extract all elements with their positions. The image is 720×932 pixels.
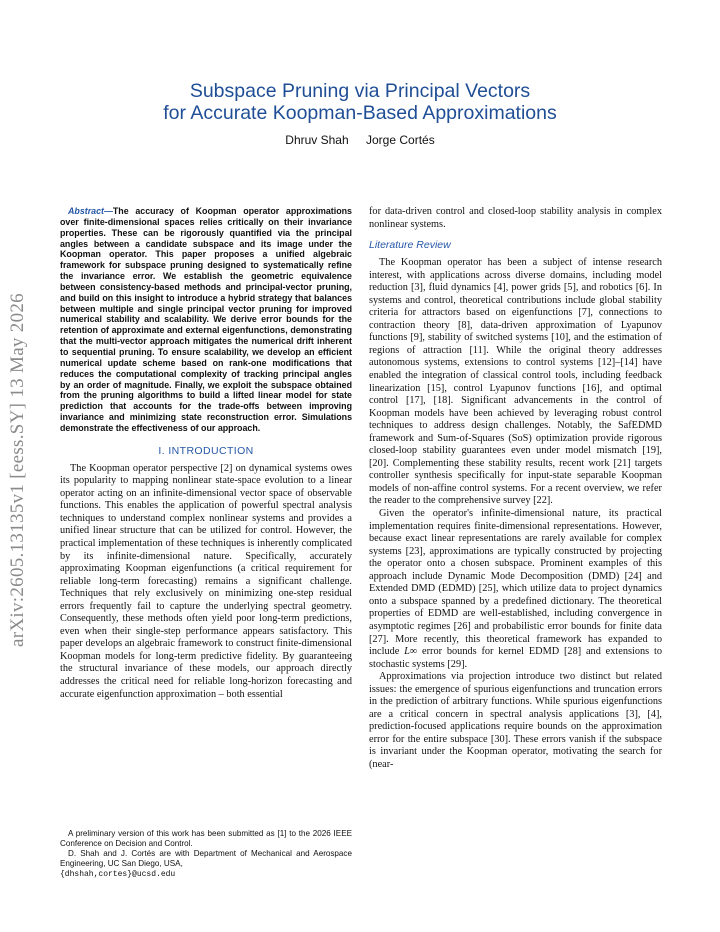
author-1: Dhruv Shah [285,133,349,147]
intro-paragraph-1: The Koopman operator perspective [2] on dynamical systems owes its popularity to mapping nonlinear state-space evolution to a linear operator acting on an infinite-dimensional vector space of observable functions. This enables the application of powerful spectral analysis techniques to understand complex nonlinear systems and provides a unified linear structure that can be utilized for control. However, the practical implementation of these techniques is inherently complicated by its infinite-dimensional nature. Specifically, accurately approximating Koopman eigenfunctions (a critical requirement for reliable long-term forecasting) remains a significant challenge. Techniques that rely exclusively on minimizing one-step residual errors frequently fail to capture the underlying spectral geometry. Consequently, these methods often yield poor long-term predictions, even when their single-step performance appears satisfactory. This paper develops an algebraic framework to construct finite-dimensional Koopman models for long-term predictive fidelity. By guaranteeing the structural invariance of these models, our approach directly addresses the critical need for reliable long-horizon forecasting and accurate eigenfunction approximation – both essential [60,462,352,700]
author-list [60,133,660,147]
abstract-label: Abstract— [68,206,113,216]
title-line-1: Subspace Pruning via Principal Vectors [189,80,531,102]
literature-paragraph-3: Approximations via projection introduce two distinct but related issues: the emergence of spurious eigenfunctions and truncation errors in the prediction of arbitrary functions. While spurious eigenfunctions are a critical concern in spectral analysis applications [3], [4], prediction-focused applications require bounds on the approximation error for the entire subspace [30]. These errors vanish if the subspace is invariant under the Koopman operator, motivating the search for (near- [369,671,662,770]
author-2: Jorge Cortés [366,133,435,147]
intro-paragraph-continued: for data-driven control and closed-loop stability analysis in complex nonlinear systems. [369,206,662,230]
footnotes [60,829,352,880]
math-l-infinity: L∞ [404,646,418,658]
arxiv-identifier [6,250,30,690]
subsection-heading-literature-review: Literature Review [369,239,451,252]
literature-paragraph-2-text-b: error bounds for kernel EDMD [28] and extensions to stochastic systems [29]. [369,646,662,670]
literature-paragraph-1: The Koopman operator has been a subject of intense research interest, with applications across diverse domains, including model reduction [3], fluid dynamics [4], power grids [5], and robotics [6]. In systems and control, theoretical contributions include global stability criteria for attractors based on eigenfunctions [7], connections to contraction theory [8], data-driven approximation of Lyapunov functions [9], stability of switched systems [10], and the estimation of regions of attraction [11]. While the original theory addresses autonomous systems, extensions to control systems [12]–[14] have enabled the integration of classical control tools, including feedback linearization [15], control Lyapunov functions [16], and optimal control [17], [18]. Significant advancements in the control of Koopman models have been achieved by leveraging robust control techniques to address design challenges. Notably, the SafEDMD framework and Sum-of-Squares (SoS) optimization provide rigorous closed-loop stability guarantees even under model mismatch [19], [20]. Complementing these stability results, recent work [21] targets controller synthesis specifically for input-state separable Koopman models of non-affine control systems. For a recent overview, we refer the reader to the comprehensive survey [22]. [369,257,662,507]
footnote-email: {dhshah,cortes}@ucsd.edu [60,870,176,879]
left-column [60,206,352,701]
abstract-text: The accuracy of Koopman operator approximations over finite-dimensional spaces relies critically on their invariance properties. These can be rigorously quantified via the principal angles between a candidate subspace and its image under the Koopman operator. This paper proposes a unified algebraic framework for subspace pruning designed to systematically refine the invariance error. We establish the geometric equivalence between consistency-based methods and principal-vector pruning, and build on this insight to introduce a hybrid strategy that balances between multiple and single principal vector pruning for improved numerical stability and scalability. We derive error bounds for the retention of approximate and external eigenfunctions, demonstrating that the multi-vector approach mitigates the numerical drift inherent to sequential pruning. To ensure scalability, we develop an efficient numerical update scheme based on rank-one modifications that reduces the computational complexity of tracking principal angles by an order of magnitude. Finally, we exploit the subspace obtained from the pruning algorithms to build a lifted linear model for state prediction that accounts for the trade-offs between improving invariance and minimizing state reconstruction error. Simulations demonstrate the effectiveness of our approach. [60,206,352,433]
right-column [369,206,662,772]
paper-title [60,80,660,124]
arxiv-identifier-text: arXiv:2605.13135v1 [eess.SY] 13 May 2026 [7,293,28,647]
abstract [60,206,352,434]
literature-paragraph-2-text-a: Given the operator's infinite-dimensional nature, its practical implementation requires finite-dimensional representations. However, because exact linear representations are rarely available for complex systems [23], approximations are typically constructed by projecting the operator onto a chosen subspace. Prominent examples of this approach include Dynamic Mode Decomposition (DMD) [24] and Extended DMD (EDMD) [25], which utilize data to project dynamics onto a subspace spanned by a predefined dictionary. The theoretical properties of EDMD are well-established, including convergence in asymptotic regimes [26] and probabilistic error bounds for finite data [27]. More recently, this theoretical framework has expanded to include [369,508,662,658]
title-line-2: for Accurate Koopman-Based Approximations [163,102,557,124]
literature-paragraph-2 [369,508,662,671]
section-heading-introduction: I. INTRODUCTION [158,444,254,457]
footnote-preliminary-version: A preliminary version of this work has been submitted as [1] to the 2026 IEEE Conference on Decision and Control. [60,829,352,848]
footnote-affiliation [60,849,352,880]
footnote-affiliation-text: D. Shah and J. Cortés are with Department of Mechanical and Aerospace Engineering, UC San Diego, USA, [60,849,352,868]
